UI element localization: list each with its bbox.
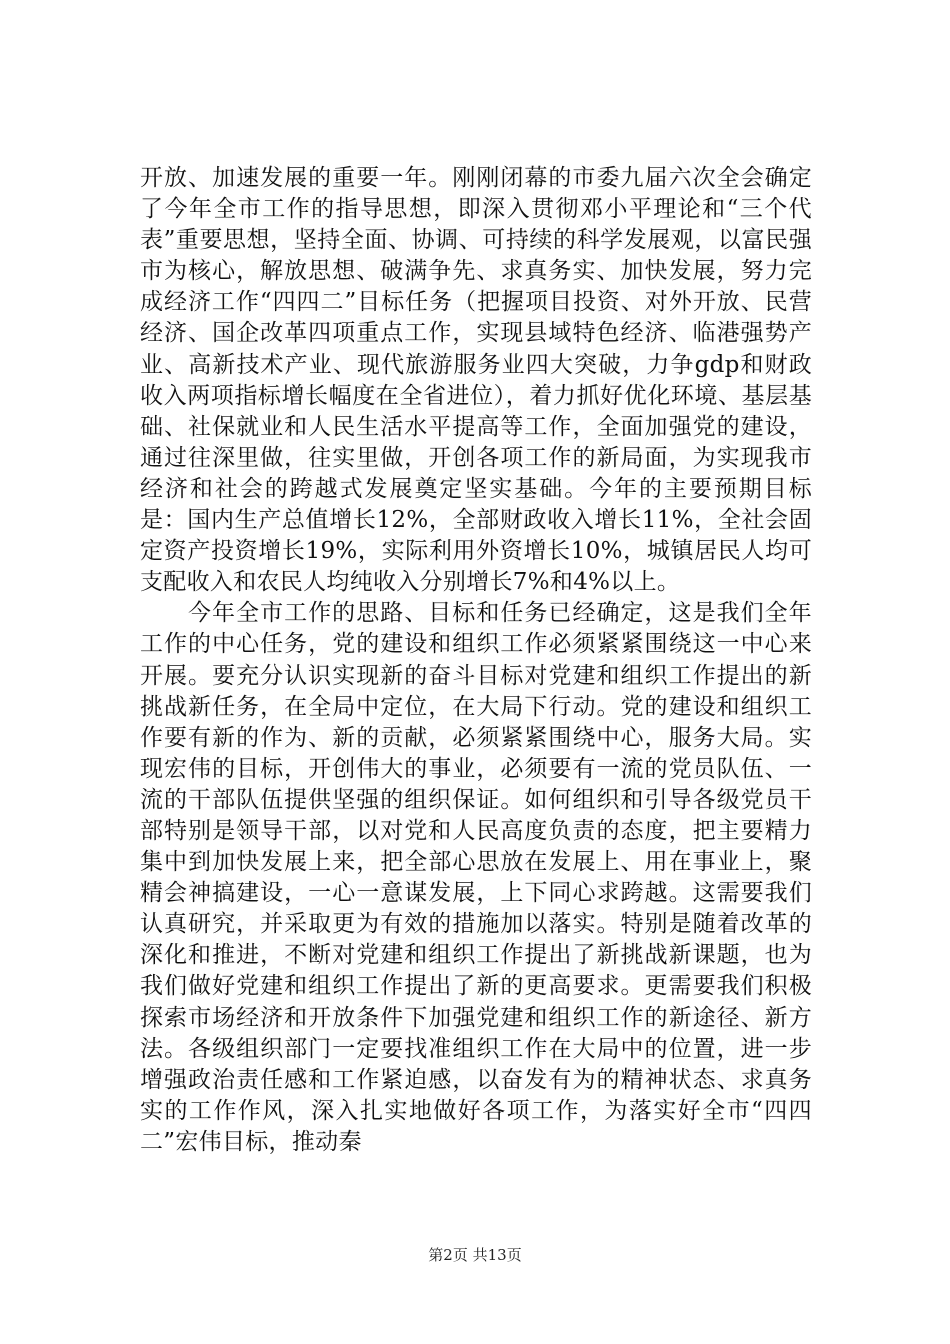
page-number-footer: 第2页 共13页 <box>428 1246 522 1264</box>
paragraph-2: 今年全市工作的思路、目标和任务已经确定，这是我们全年工作的中心任务，党的建设和组织工作必须紧紧围绕这一中心来开展。要充分认识实现新的奋斗目标对党建和组织工作提出的新挑战新任务，在全局中定位，在大局下行动。党的建设和组织工作要有新的作为、新的贡献，必须紧紧围绕中心，服务大局。实现宏伟的目标，开创伟大的事业，必须要有一流的党员队伍、一流的干部队伍提供坚强的组织保证。如何组织和引导各级党员干部特别是领导干部，以对党和人民高度负责的态度，把主要精力集中到加快发展上来，把全部心思放在发展上、用在事业上，聚精会神搞建设，一心一意谋发展，上下同心求跨越。这需要我们认真研究，并采取更为有效的措施加以落实。特别是随着改革的深化和推进，不断对党建和组织工作提出了新挑战新课题，也为我们做好党建和组织工作提出了新的更高要求。更需要我们积极探索市场经济和开放条件下加强党建和组织工作的新途径、新方法。各级组织部门一定要找准组织工作在大局中的位置，进一步增强政治责任感和工作紧迫感，以奋发有为的精神状态、求真务实的工作作风，深入扎实地做好各项工作，为落实好全市“四四二”宏伟目标，推动秦 <box>140 600 812 1155</box>
document-body <box>140 163 812 1158</box>
paragraph-1: 开放、加速发展的重要一年。刚刚闭幕的市委九届六次全会确定了今年全市工作的指导思想，即深入贯彻邓小平理论和“三个代表”重要思想，坚持全面、协调、可持续的科学发展观，以富民强市为核心，解放思想、破满争先、求真务实、加快发展，努力完成经济工作“四四二”目标任务（把握项目投资、对外开放、民营经济、国企改革四项重点工作，实现县域特色经济、临港强势产业、高新技术产业、现代旅游服务业四大突破，力争gdp和财政收入两项指标增长幅度在全省进位），着力抓好优化环境、基层基础、社保就业和人民生活水平提高等工作，全面加强党的建设，通过往深里做，往实里做，开创各项工作的新局面，为实现我市经济和社会的跨越式发展奠定坚实基础。今年的主要预期目标是：国内生产总值增长12%，全部财政收入增长11%，全社会固定资产投资增长19%，实际利用外资增长10%，城镇居民人均可支配收入和农民人均纯收入分别增长7%和4%以上。 <box>140 165 812 596</box>
